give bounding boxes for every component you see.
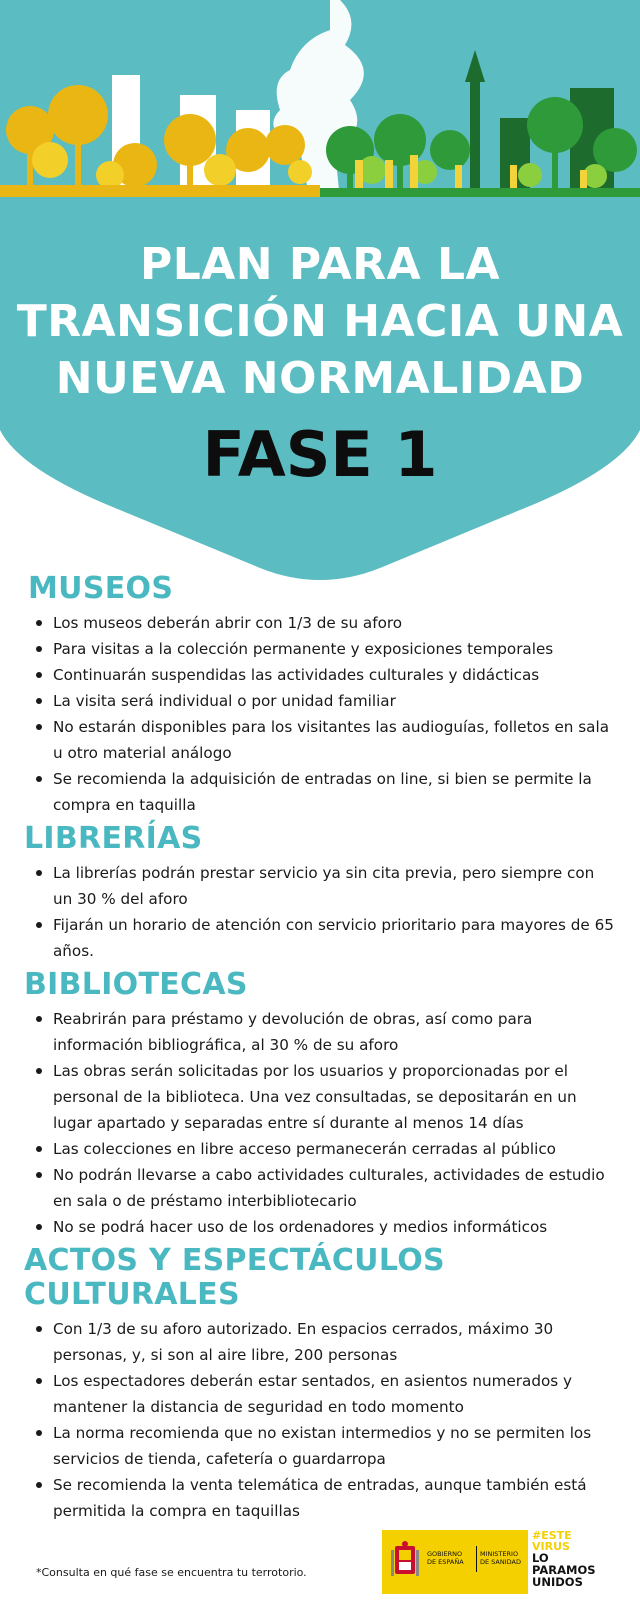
list-item: Los museos deberán abrir con 1/3 de su aforo bbox=[0, 610, 640, 636]
list-item: Reabrirán para préstamo y devolución de obras, así como para información bibliográfica, al 30 % de su aforo bbox=[0, 1006, 640, 1058]
section-title: ACTOS Y ESPECTÁCULOS CULTURALES bbox=[24, 1243, 445, 1312]
government-logo bbox=[382, 1530, 528, 1594]
gov-label: GOBIERNO DE ESPAÑA bbox=[427, 1550, 464, 1566]
campaign-hashtag-2: VIRUS bbox=[532, 1540, 570, 1553]
list-item: Las colecciones en libre acceso permanecerán cerradas al público bbox=[0, 1136, 640, 1162]
item-list bbox=[0, 1006, 640, 1240]
campaign-slogan-1: LO bbox=[532, 1551, 549, 1565]
list-item: Los espectadores deberán estar sentados, en asientos numerados y mantener la distancia de seguridad en todo momento bbox=[0, 1368, 640, 1420]
logo-strip bbox=[382, 1530, 632, 1594]
campaign-logo bbox=[532, 1530, 632, 1594]
section-bibliotecas bbox=[0, 968, 640, 1240]
list-item: La norma recomienda que no existan intermedios y no se permiten los servicios de tienda, cafetería o guardarropa bbox=[0, 1420, 640, 1472]
list-item: La visita será individual o por unidad familiar bbox=[0, 688, 640, 714]
item-list bbox=[0, 610, 640, 818]
ministry-label: MINISTERIO DE SANIDAD bbox=[480, 1550, 521, 1566]
section-librerias bbox=[0, 822, 640, 964]
section-title: MUSEOS bbox=[28, 571, 174, 606]
campaign-slogan-3: UNIDOS bbox=[532, 1575, 583, 1589]
content bbox=[0, 572, 640, 1528]
coat-of-arms-icon bbox=[390, 1540, 420, 1584]
list-item: Para visitas a la colección permanente y exposiciones temporales bbox=[0, 636, 640, 662]
list-item: Se recomienda la adquisición de entradas on line, si bien se permite la compra en taquilla bbox=[0, 766, 640, 818]
page-title bbox=[0, 236, 640, 407]
list-item: No se podrá hacer uso de los ordenadores y medios informáticos bbox=[0, 1214, 640, 1240]
list-item: No estarán disponibles para los visitantes las audioguías, folletos en sala u otro material análogo bbox=[0, 714, 640, 766]
footnote: *Consulta en qué fase se encuentra tu terrotorio. bbox=[36, 1566, 307, 1579]
list-item: Continuarán suspendidas las actividades culturales y didácticas bbox=[0, 662, 640, 688]
list-item: Con 1/3 de su aforo autorizado. En espacios cerrados, máximo 30 personas, y, si son al aire libre, 200 personas bbox=[0, 1316, 640, 1368]
phase-label: FASE 1 bbox=[202, 418, 438, 491]
title-line-1: PLAN PARA LA bbox=[139, 239, 501, 290]
list-item: La librerías podrán prestar servicio ya sin cita previa, pero siempre con un 30 % del aforo bbox=[0, 860, 640, 912]
title-line-2: TRANSICIÓN HACIA UNA bbox=[16, 296, 624, 347]
list-item: Fijarán un horario de atención con servicio prioritario para mayores de 65 años. bbox=[0, 912, 640, 964]
section-title: LIBRERÍAS bbox=[24, 821, 203, 856]
title-line-3: NUEVA NORMALIDAD bbox=[55, 353, 585, 404]
list-item: No podrán llevarse a cabo actividades culturales, actividades de estudio en sala o de préstamo interbibliotecario bbox=[0, 1162, 640, 1214]
hero-banner bbox=[0, 0, 640, 600]
section-title: BIBLIOTECAS bbox=[24, 967, 248, 1002]
section-actos bbox=[0, 1244, 640, 1524]
section-museos bbox=[0, 572, 640, 818]
list-item: Se recomienda la venta telemática de entradas, aunque también está permitida la compra en taquillas bbox=[0, 1472, 640, 1524]
item-list bbox=[0, 1316, 640, 1524]
divider bbox=[476, 1546, 477, 1572]
list-item: Las obras serán solicitadas por los usuarios y proporcionadas por el personal de la biblioteca. Una vez consultadas, se depositarán en un lugar apartado y separadas entre sí durante al menos 14 días bbox=[0, 1058, 640, 1136]
item-list bbox=[0, 860, 640, 964]
campaign-hashtag-1: #ESTE bbox=[532, 1529, 572, 1542]
campaign-slogan-2: PARAMOS bbox=[532, 1563, 596, 1577]
